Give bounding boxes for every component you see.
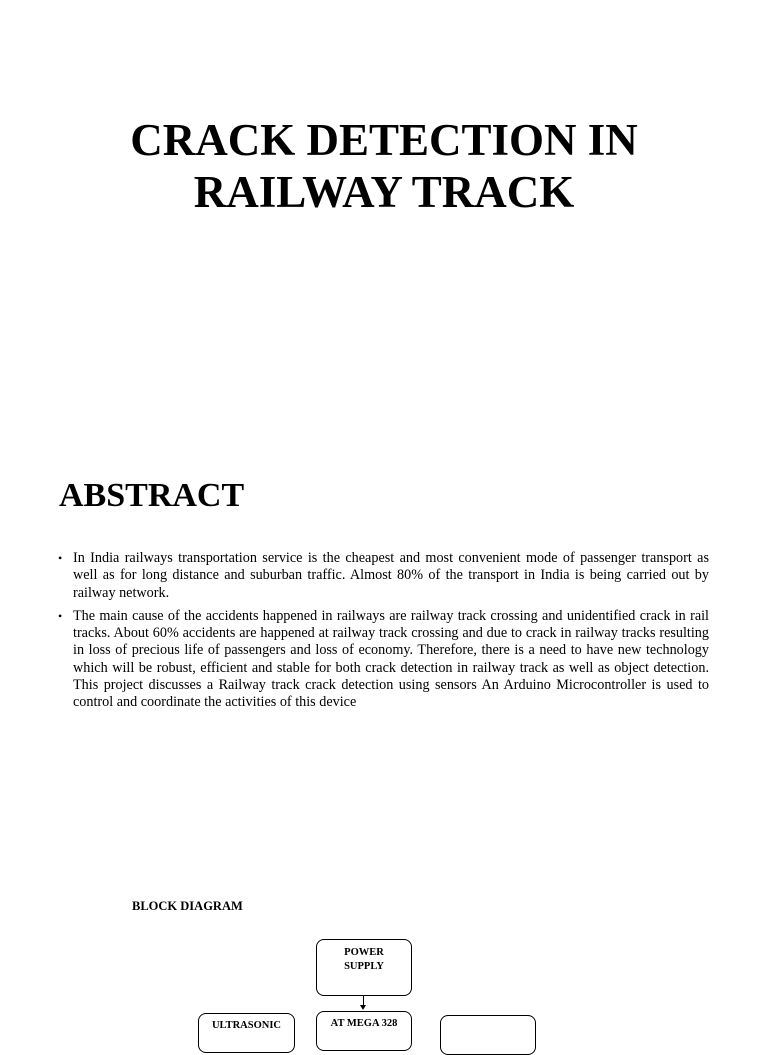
output-block bbox=[440, 1015, 536, 1055]
arrow-down-icon bbox=[360, 1005, 366, 1010]
ultrasonic-label: ULTRASONIC bbox=[211, 1020, 282, 1031]
page-title bbox=[0, 114, 768, 218]
bullet-icon: • bbox=[58, 551, 63, 565]
abstract-heading: ABSTRACT bbox=[59, 477, 245, 514]
ultrasonic-sensor-block bbox=[198, 1013, 295, 1053]
block-diagram-label: BLOCK DIAGRAM bbox=[132, 899, 243, 913]
power-supply-line-1: POWER bbox=[344, 947, 384, 958]
atmega-label: AT MEGA 328 bbox=[330, 1018, 398, 1029]
atmega-block bbox=[316, 1011, 412, 1051]
title-line-1: CRACK DETECTION IN bbox=[130, 115, 638, 165]
power-supply-block bbox=[316, 939, 412, 996]
bullet-icon: • bbox=[58, 608, 63, 623]
abstract-bullet-2 bbox=[58, 608, 709, 712]
power-supply-line-2: SUPPLY bbox=[344, 961, 384, 972]
abstract-bullet-2-text: The main cause of the accidents happened in railways are railway track crossing and unidentified crack in rail tracks. About 60% accidents are happened at railway track crossing and due to crack in railway tracks resulting in loss of precious life of passengers and loss of economy. Therefore, there is a need to have new technology which will be robust, efficient and stable for both crack detection in railway track as well as object detection. This project discusses a Railway track crack detection using sensors An Arduino Microcontroller is used to control and coordinate the activities of this device bbox=[73, 607, 709, 711]
abstract-bullet-1-text: In India railways transportation service is the cheapest and most convenient mode of passenger transport as well as for long distance and suburban traffic. Almost 80% of the transport in India is being carried out by railway network. bbox=[73, 550, 709, 601]
abstract-bullet-list bbox=[58, 550, 709, 718]
abstract-bullet-1 bbox=[58, 550, 709, 602]
title-line-2: RAILWAY TRACK bbox=[193, 167, 575, 217]
